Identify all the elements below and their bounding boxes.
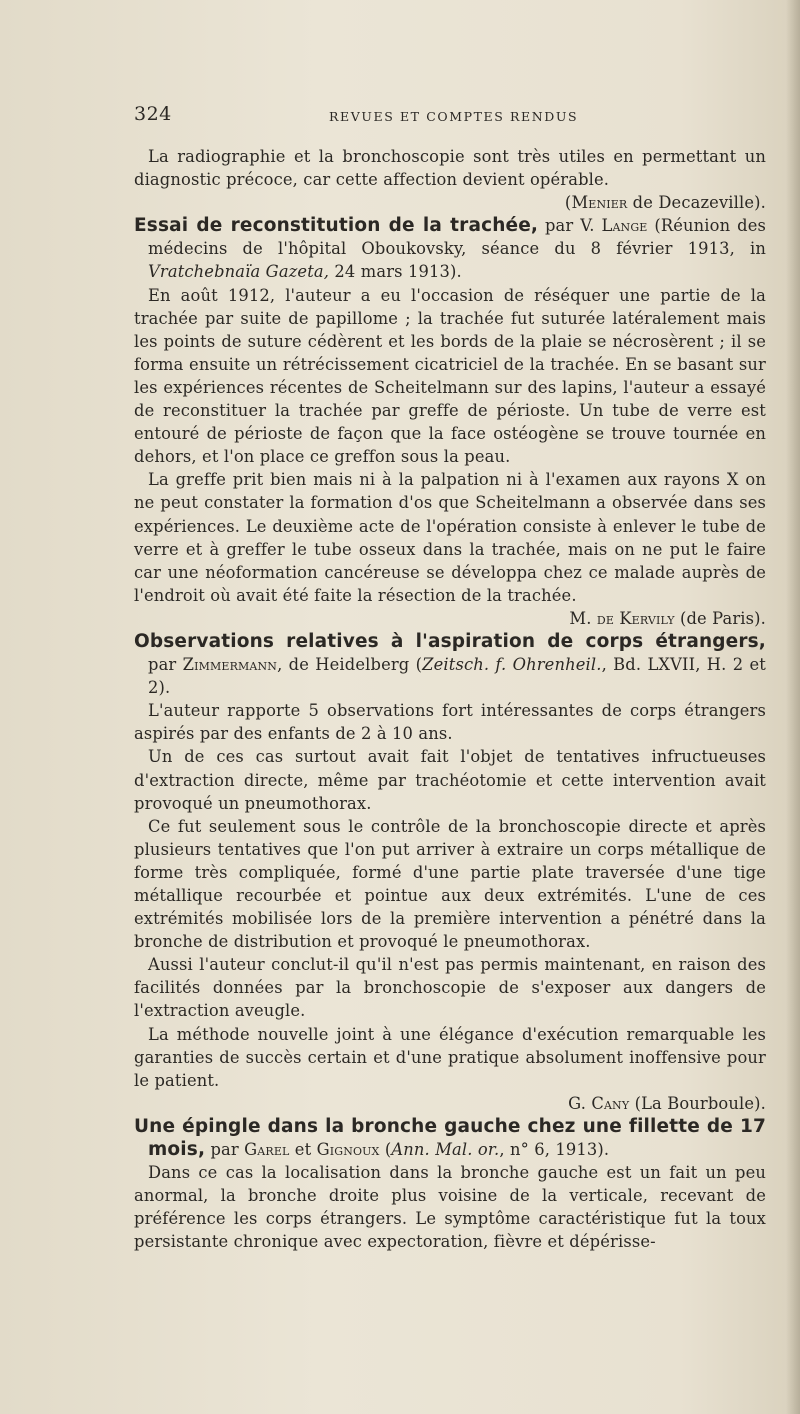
paragraph: Un de ces cas surtout avait fait l'objet de tentatives infructueuses d'extraction directe, même par trachéotomie et cette intervention avait provoqué un pneumothorax. [134,747,766,813]
paragraph: Aussi l'auteur conclut-il qu'il n'est pas permis maintenant, en raison des facilités données par la bronchoscopie de s'exposer aux dangers de l'extraction aveugle. [134,955,766,1021]
article-heading: Une épingle dans la bronche gauche chez une fillette de 17 mois, par Garel et Gignoux (Ann. Mal. or., n° 6, 1913). [134,1115,766,1161]
article-heading: Essai de reconstitution de la trachée, par V. Lange (Réunion des médecins de l'hôpital Oboukovsky, séance du 8 février 1913, in Vratchebnaïa Gazeta, 24 mars 1913). [134,215,766,282]
signature: (Menier de Decazeville). [564,193,766,213]
article-title: Essai de reconstitution de la trachée, [134,215,539,237]
paragraph: Dans ce cas la localisation dans la bronche gauche est un fait un peu anormal, la bronche droite plus voisine de la verticale, recevant de préférence les corps étrangers. Le symptôme caractéristique fut la toux persistante chronique avec expectoration, fièvre et dépérisse- [134,1163,766,1252]
page-number: 324 [134,103,172,125]
paragraph: La greffe prit bien mais ni à la palpation ni à l'examen aux rayons X on ne peut constater la formation d'os que Scheitelmann a observée dans ses expériences. Le deuxième acte de l'opération consiste à enlever le tube de verre et à greffer le tube osseux dans la trachée, mais on ne put le faire car une néoformation cancéreuse se développa chez ce malade auprès de l'endroit où avait été faite la résection de la trachée. [134,470,766,605]
article-title: Une épingle dans la bronche gauche chez une fillette de 17 mois, [134,1115,766,1161]
article-title: Observations relatives à l'aspiration de corps étrangers, [134,630,766,652]
paragraph: En août 1912, l'auteur a eu l'occasion de réséquer une partie de la trachée par suite de papillome ; la trachée fut suturée latéralement mais les points de suture cédèrent et les bords de la plaie se nécrosèrent ; il se forma ensuite un rétrécissement cicatriciel de la trachée. En se basant sur les expériences récentes de Scheitelmann sur des lapins, l'auteur a essayé de reconstituer la trachée par greffe de périoste. Un tube de verre est entouré de périoste de façon que la face ostéogène se trouve tournée en dehors, et l'on place ce greffon sous la peau. [134,285,766,467]
paragraph: La radiographie et la bronchoscopie sont très utiles en permettant un diagnostic précoce, car cette affection devient opérable. [134,147,766,190]
paragraph: Ce fut seulement sous le contrôle de la bronchoscopie directe et après plusieurs tentatives que l'on put arriver à extraire un corps métallique de forme très compliquée, formé d'une partie plate traversée d'une tige métallique recourbée et pointue aux deux extrémités. L'une de ces extrémités mobilisée lors de la première intervention a pénétré dans la bronche de distribution et provoqué le pneumothorax. [134,816,766,952]
signature: M. de Kervily (de Paris). [569,608,766,628]
page-header [134,103,766,129]
paragraph: La méthode nouvelle joint à une élégance d'exécution remarquable les garanties de succès certain et d'une pratique absolument inoffensive pour le patient. [134,1024,766,1090]
signature: G. Cany (La Bourboule). [568,1093,766,1113]
body-text [134,145,766,1254]
article-heading: Observations relatives à l'aspiration de corps étrangers, par Zimmermann, de Heidelberg (Zeitsch. f. Ohrenheil., Bd. LXVII, H. 2 et 2). [134,630,766,698]
page-edge-shadow [786,0,800,1414]
running-head: REVUES ET COMPTES RENDUS [329,109,579,124]
paragraph: L'auteur rapporte 5 observations fort intéressantes de corps étrangers aspirés par des enfants de 2 à 10 ans. [134,701,766,744]
